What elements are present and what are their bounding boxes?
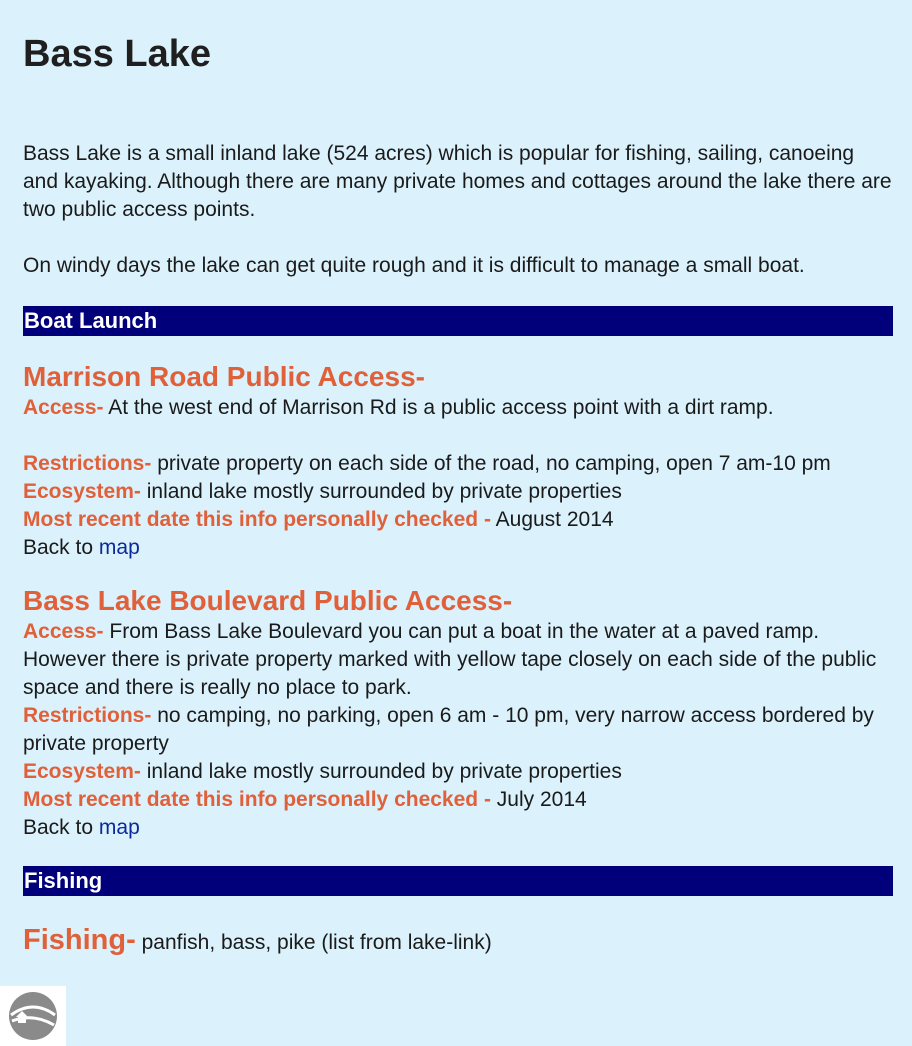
lake-logo-icon (8, 991, 58, 1041)
restrictions-label: Restrictions- (23, 704, 152, 727)
section-header-boat-launch: Boat Launch (23, 306, 893, 336)
fishing-text: panfish, bass, pike (list from lake-link) (141, 931, 492, 954)
restrictions-text: private property on each side of the road, no camping, open 7 am-10 pm (157, 452, 831, 475)
map-link[interactable]: map (98, 536, 140, 559)
page-title: Bass Lake (23, 33, 212, 75)
back-to-text: Back to (23, 816, 94, 839)
section-header-fishing: Fishing (23, 866, 893, 896)
ecosystem-line (23, 758, 893, 786)
ecosystem-text: inland lake mostly surrounded by private properties (146, 480, 622, 503)
intro-paragraph-1: Bass Lake is a small inland lake (524 acres) which is popular for fishing, sailing, canoeing and kayaking. Although there are many private homes and cottages around the lake there are two public access points. (23, 142, 892, 221)
access-line (23, 618, 893, 702)
access-block-marrison (23, 360, 893, 562)
map-link[interactable]: map (98, 816, 140, 839)
checked-line (23, 506, 893, 534)
restrictions-label: Restrictions- (23, 452, 152, 475)
restrictions-line (23, 702, 893, 758)
fishing-line (23, 922, 893, 961)
back-to-map-line (23, 534, 893, 562)
checked-date: July 2014 (496, 788, 587, 811)
checked-label: Most recent date this info personally checked - (23, 788, 491, 811)
access-label: Access- (23, 620, 104, 643)
restrictions-line (23, 450, 893, 478)
checked-label: Most recent date this info personally checked - (23, 508, 491, 531)
access-text: From Bass Lake Boulevard you can put a boat in the water at a paved ramp. However there is private property marked with yellow tape closely on each side of the public space and there is really no place to park. (23, 620, 877, 699)
fishing-label: Fishing- (23, 924, 136, 956)
restrictions-text: no camping, no parking, open 6 am - 10 pm, very narrow access bordered by private property (23, 704, 874, 755)
access-line (23, 394, 893, 422)
checked-line (23, 786, 893, 814)
access-title: Bass Lake Boulevard Public Access- (23, 585, 513, 616)
intro-paragraph-2: On windy days the lake can get quite rough and it is difficult to manage a small boat. (23, 254, 805, 277)
access-text: At the west end of Marrison Rd is a public access point with a dirt ramp. (108, 396, 774, 419)
access-title: Marrison Road Public Access- (23, 361, 425, 392)
ecosystem-line (23, 478, 893, 506)
ecosystem-label: Ecosystem- (23, 480, 141, 503)
access-label: Access- (23, 396, 104, 419)
access-block-boulevard (23, 584, 893, 842)
checked-date: August 2014 (495, 508, 614, 531)
lake-logo-badge[interactable] (0, 986, 66, 1046)
ecosystem-text: inland lake mostly surrounded by private properties (146, 760, 622, 783)
spacer (23, 422, 893, 450)
back-to-map-line (23, 814, 893, 842)
ecosystem-label: Ecosystem- (23, 760, 141, 783)
back-to-text: Back to (23, 536, 94, 559)
